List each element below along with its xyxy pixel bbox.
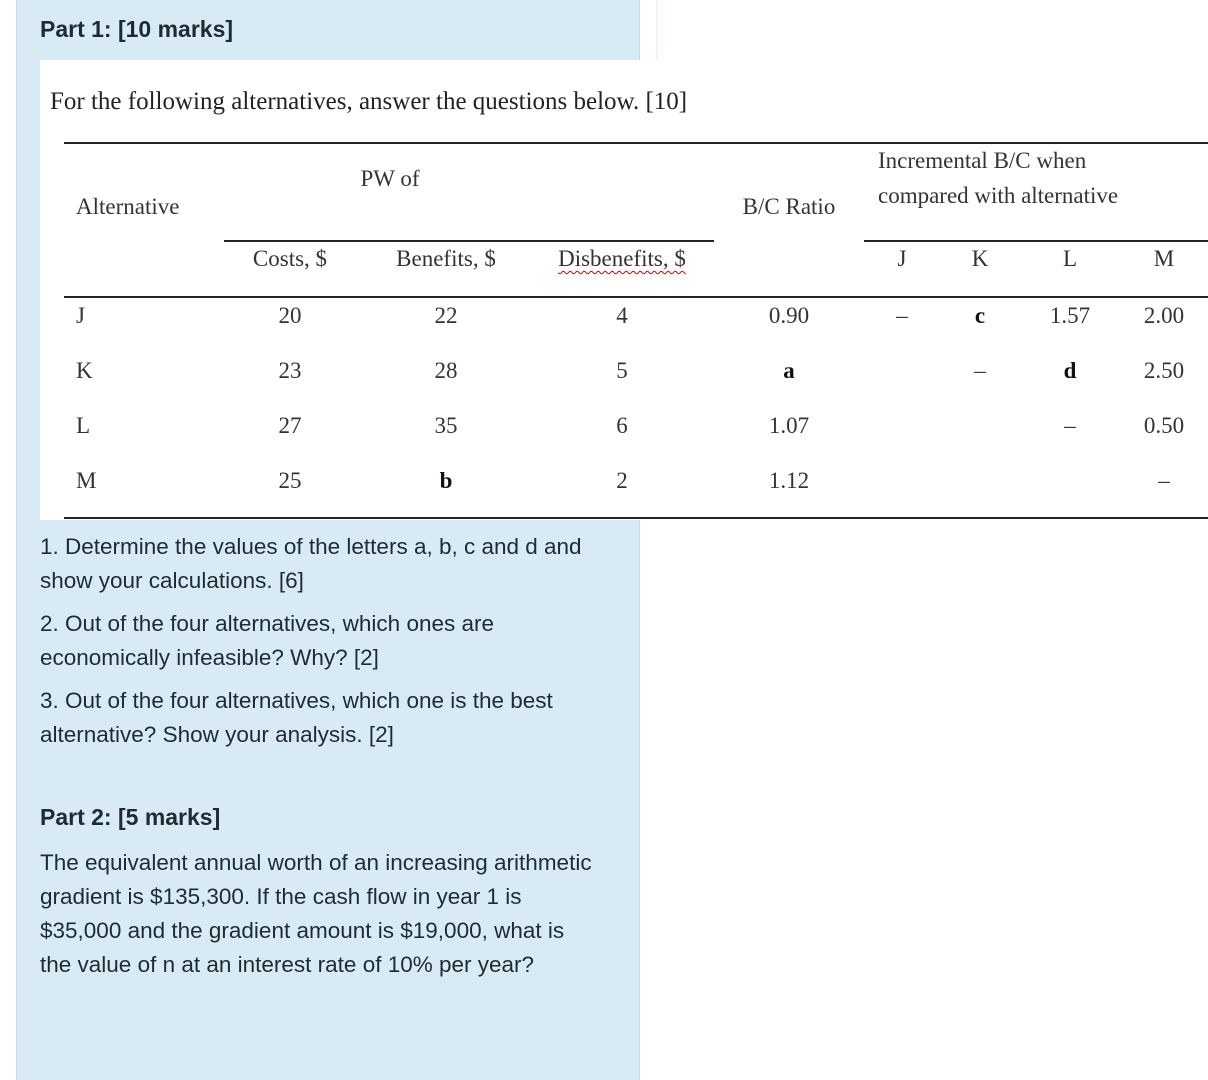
- row-m-costs: 25: [278, 468, 302, 493]
- subheader-costs: Costs, $: [252, 246, 328, 271]
- row-j-bc: 0.90: [768, 303, 810, 328]
- row-k-costs: 23: [278, 358, 302, 383]
- subheader-benefits: Benefits, $: [396, 246, 496, 271]
- inc-col-l: L: [1062, 246, 1078, 271]
- row-l-disbenefits: 6: [616, 413, 628, 438]
- row-k-bc: a: [783, 358, 795, 383]
- row-l-benefits: 35: [434, 413, 458, 438]
- row-j-alt: J: [76, 303, 85, 328]
- row-k-alt: K: [76, 358, 93, 383]
- question-1: 1. Determine the values of the letters a, b, c and d and show your calculations. [6]: [40, 534, 582, 593]
- row-j-inc-m: 2.00: [1143, 303, 1185, 328]
- row-k-inc-l: d: [1063, 358, 1077, 383]
- pw-of-rule: [224, 240, 714, 242]
- row-j-costs: 20: [278, 303, 302, 328]
- header-alternative: Alternative: [76, 194, 180, 219]
- inc-col-k: K: [971, 246, 989, 271]
- row-j-inc-k: c: [974, 303, 986, 328]
- subheader-disbenefits-label: Disbenefits, $: [558, 246, 686, 271]
- row-m-benefits: b: [439, 468, 453, 493]
- header-incremental-line2: compared with alternative: [878, 183, 1119, 208]
- part1-title: Part 1: [10 marks]: [40, 16, 234, 42]
- embedded-table-image: [40, 60, 1208, 520]
- row-l-inc-l: –: [1064, 413, 1076, 438]
- row-k-disbenefits: 5: [616, 358, 628, 383]
- table-top-rule: [64, 142, 1208, 144]
- header-incremental-line1: Incremental B/C when: [878, 148, 1087, 173]
- row-l-bc: 1.07: [768, 413, 810, 438]
- part2-question-text: The equivalent annual worth of an increasing arithmetic gradient is $135,300. If the cash flow in year 1 is $35,000 and the gradient amount is $19,000, what is the value of n at an interest rate of 10% per year?: [40, 850, 592, 977]
- row-j-benefits: 22: [434, 303, 458, 328]
- inc-col-j: J: [897, 246, 907, 271]
- table-intro-text: For the following alternatives, answer the questions below. [10]: [50, 88, 688, 115]
- row-j-disbenefits: 4: [616, 303, 628, 328]
- row-l-costs: 27: [278, 413, 302, 438]
- row-k-inc-m: 2.50: [1143, 358, 1185, 383]
- subheader-disbenefits: [532, 246, 712, 272]
- header-bottom-rule: [64, 296, 1208, 298]
- row-m-bc: 1.12: [768, 468, 810, 493]
- row-l-alt: L: [76, 413, 91, 438]
- row-j-inc-l: 1.57: [1049, 303, 1091, 328]
- row-j-inc-j: –: [896, 303, 908, 328]
- row-k-inc-k: –: [974, 358, 986, 383]
- question-2: 2. Out of the four alternatives, which ones are economically infeasible? Why? [2]: [40, 611, 494, 670]
- row-m-inc-m: –: [1158, 468, 1170, 493]
- row-l-inc-m: 0.50: [1143, 413, 1185, 438]
- header-bc-ratio: B/C Ratio: [742, 194, 836, 219]
- incremental-rule: [864, 240, 1208, 242]
- row-m-alt: M: [76, 468, 97, 493]
- inc-col-m: M: [1153, 246, 1175, 271]
- row-k-benefits: 28: [434, 358, 458, 383]
- question-3: 3. Out of the four alternatives, which one is the best alternative? Show your analysis. [2]: [40, 688, 553, 747]
- row-m-disbenefits: 2: [616, 468, 628, 493]
- table-bottom-rule: [64, 517, 1208, 519]
- header-pw-of: PW of: [360, 166, 420, 191]
- part2-title: Part 2: [5 marks]: [40, 804, 221, 830]
